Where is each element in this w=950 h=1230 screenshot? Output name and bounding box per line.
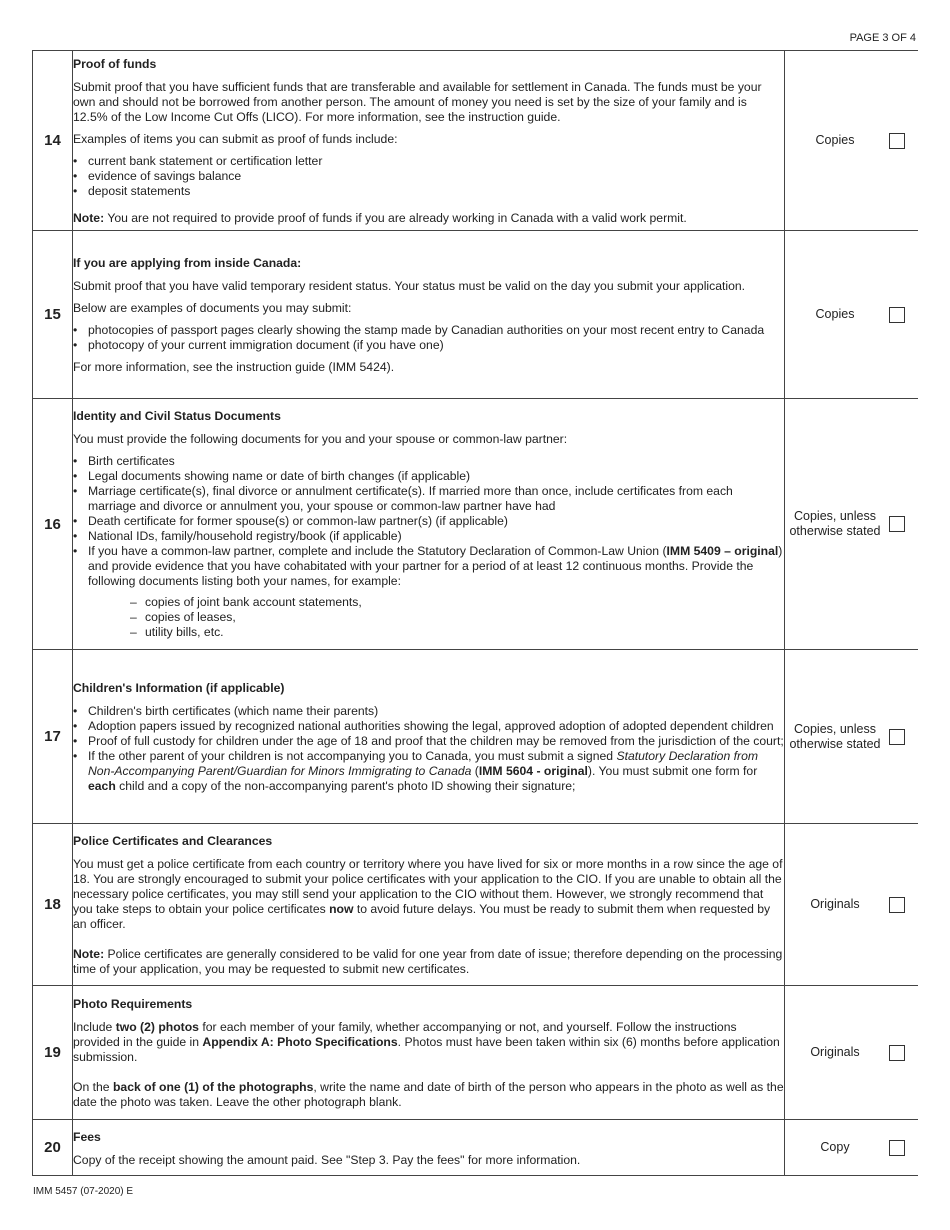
checkbox-15[interactable] [889, 307, 905, 323]
item-number: 14 [33, 51, 73, 231]
text-segment: Include [73, 1020, 116, 1034]
copies-cell [785, 650, 919, 824]
item-paragraph: Submit proof that you have valid temporary resident status. Your status must be valid on the day you submit your application. [73, 279, 746, 293]
item-paragraph: For more information, see the instruction guide (IMM 5424). [73, 360, 395, 374]
document-checklist-table [32, 50, 918, 1176]
text-segment: . Photos must have been taken within six (6) months before application submission. [73, 1035, 780, 1064]
checklist-row-17 [33, 650, 919, 824]
item-content [73, 51, 785, 231]
list-item: – utility bills, etc. [88, 625, 784, 640]
text-segment: If the other parent of your children is not accompanying you to Canada, you must submit a signed [88, 749, 617, 763]
emphasis: back of one (1) of the photographs [112, 1080, 314, 1094]
checkbox-16[interactable] [889, 516, 905, 532]
item-title: Fees [73, 1129, 101, 1144]
list-item: • Birth certificates [73, 454, 784, 469]
emphasis: two (2) photos [115, 1020, 199, 1034]
list-item: – copies of leases, [88, 610, 784, 625]
emphasis: each [88, 779, 116, 793]
page-number: PAGE 3 OF 4 [849, 32, 916, 44]
item-note [73, 947, 784, 977]
list-item: • Proof of full custody for children under the age of 18 and proof that the children may be removed from the jurisdiction of the court; [73, 734, 784, 749]
checkbox-19[interactable] [889, 1045, 905, 1061]
item-paragraph [73, 1080, 784, 1110]
checkbox-20[interactable] [889, 1140, 905, 1156]
item-content [73, 1120, 785, 1176]
bullet-list [73, 704, 784, 794]
text-segment: ). You must submit one form for [587, 764, 758, 778]
copies-cell [785, 986, 919, 1120]
copies-cell [785, 51, 919, 231]
item-paragraph: Submit proof that you have sufficient funds that are transferable and available for settlement in Canada. The funds must be your own and should not be borrowed from another person. The amount of money you need is set by the size of your family and is 12.5% of the Low Income Cut Offs (LICO). For more information, see the instruction guide. [73, 80, 762, 124]
text-segment: child and a copy of the non-accompanying parent's photo ID showing their signature; [115, 779, 576, 793]
item-paragraph: Copy of the receipt showing the amount paid. See "Step 3. Pay the fees" for more information. [73, 1152, 581, 1167]
list-item: • current bank statement or certification letter [73, 154, 784, 169]
item-title: Police Certificates and Clearances [73, 834, 273, 848]
list-item: • Adoption papers issued by recognized national authorities showing the legal, approved adoption of adopted dependent children [73, 719, 784, 734]
checklist-row-15 [33, 231, 919, 399]
note-label: Note: [73, 947, 105, 961]
list-item: • evidence of savings balance [73, 169, 784, 184]
text-segment: for each member of your family, whether accompanying or not, and yourself. Follow the instructions provided in the guide in [73, 1020, 737, 1049]
item-content [73, 399, 785, 650]
list-item: • deposit statements [73, 184, 784, 199]
text-segment: ) and provide evidence that you have cohabitated with your partner for a period of at least 12 continuous months. Provide the following documents listing both your names, for example: [88, 543, 783, 588]
list-item [73, 544, 784, 640]
text-segment: , write the name and date of birth of the person who appears in the photo as well as the date the photo was taken. Leave the other photograph blank. [73, 1080, 784, 1109]
text-segment: On the [73, 1080, 113, 1094]
form-code: IMM 5604 - original [478, 764, 588, 778]
copies-cell [785, 231, 919, 399]
item-title: If you are applying from inside Canada: [73, 256, 302, 270]
list-item: • National IDs, family/household registry/book (if applicable) [73, 529, 784, 544]
copies-label: Copy [820, 1140, 850, 1154]
checkbox-18[interactable] [889, 897, 905, 913]
copies-label: Copies [815, 133, 855, 147]
emphasis: Appendix A: Photo Specifications [202, 1035, 398, 1049]
list-item: • Legal documents showing name or date of birth changes (if applicable) [73, 469, 784, 484]
item-number: 16 [33, 399, 73, 650]
checkbox-17[interactable] [889, 729, 905, 745]
item-number: 17 [33, 650, 73, 824]
item-content [73, 650, 785, 824]
checklist-row-16 [33, 399, 919, 650]
copies-label: Copies, unless otherwise stated [789, 721, 881, 751]
note-label: Note: [73, 211, 105, 225]
list-item [73, 749, 784, 794]
item-title: Children's Information (if applicable) [73, 681, 285, 695]
item-number: 18 [33, 824, 73, 986]
item-paragraph: You must provide the following documents for you and your spouse or common-law partner: [73, 431, 568, 446]
bullet-list [73, 454, 784, 640]
list-item: • Death certificate for former spouse(s) or common-law partner(s) (if applicable) [73, 514, 784, 529]
item-title: Photo Requirements [73, 997, 193, 1011]
checklist-row-14 [33, 51, 919, 231]
form-footer-code: IMM 5457 (07-2020) E [33, 1186, 134, 1197]
text-segment: to avoid future delays. You must be ready to submit them when requested by an officer. [73, 902, 771, 931]
item-paragraph [73, 857, 784, 932]
list-item: • photocopies of passport pages clearly showing the stamp made by Canadian authorities on your most recent entry to Canada [73, 323, 784, 338]
item-title: Identity and Civil Status Documents [73, 408, 281, 423]
item-content [73, 824, 785, 986]
checkbox-14[interactable] [889, 133, 905, 149]
list-item: • Marriage certificate(s), final divorce or annulment certificate(s). If married more than once, include certificates from each marriage and divorce or annulment you, your spouse or common-law partner have had [73, 484, 784, 514]
item-content [73, 986, 785, 1120]
item-number: 15 [33, 231, 73, 399]
item-number: 20 [33, 1120, 73, 1176]
item-paragraph: Below are examples of documents you may submit: [73, 301, 352, 315]
copies-label: Copies, unless otherwise stated [789, 509, 881, 538]
checklist-row-18 [33, 824, 919, 986]
bullet-list [73, 154, 784, 199]
bullet-list [73, 323, 784, 353]
checklist-row-20 [33, 1120, 919, 1176]
note-text: You are not required to provide proof of funds if you are already working in Canada with a valid work permit. [104, 211, 687, 225]
text-segment: If you have a common-law partner, complete and include the Statutory Declaration of Common-Law Union ( [88, 543, 667, 558]
note-text: Police certificates are generally considered to be valid for one year from date of issue; therefore depending on the processing time of your application, you may be requested to submit new certificates. [73, 947, 783, 976]
form-code: IMM 5409 – original [666, 543, 779, 558]
item-title: Proof of funds [73, 57, 157, 71]
text-segment: You must get a police certificate from each country or territory where you have lived for six or more months in a row since the age of 18. You are strongly encouraged to submit your police certificates with your application to the CIO. If you are unable to obtain all the necessary police certificates, you may still send your application to the CIO without them. However, we strongly recommend that you take steps to obtain your police certificates [73, 857, 783, 916]
checklist-row-19 [33, 986, 919, 1120]
copies-label: Originals [810, 897, 860, 911]
copies-cell [785, 399, 919, 650]
item-paragraph: Examples of items you can submit as proof of funds include: [73, 132, 398, 146]
item-note [73, 211, 784, 226]
copies-cell [785, 1120, 919, 1176]
text-segment: ( [471, 764, 479, 778]
form-title: Statutory Declaration from Non-Accompanying Parent/Guardian for Minors Immigrating to Canada [88, 749, 759, 778]
list-item: – copies of joint bank account statements, [88, 595, 784, 610]
item-number: 19 [33, 986, 73, 1120]
item-content [73, 231, 785, 399]
copies-label: Copies [815, 307, 855, 321]
copies-label: Originals [810, 1045, 860, 1059]
list-item: • photocopy of your current immigration document (if you have one) [73, 338, 784, 353]
item-paragraph [73, 1020, 784, 1065]
dash-list [88, 595, 784, 640]
list-item: • Children's birth certificates (which name their parents) [73, 704, 784, 719]
copies-cell [785, 824, 919, 986]
emphasis: now [329, 902, 354, 916]
